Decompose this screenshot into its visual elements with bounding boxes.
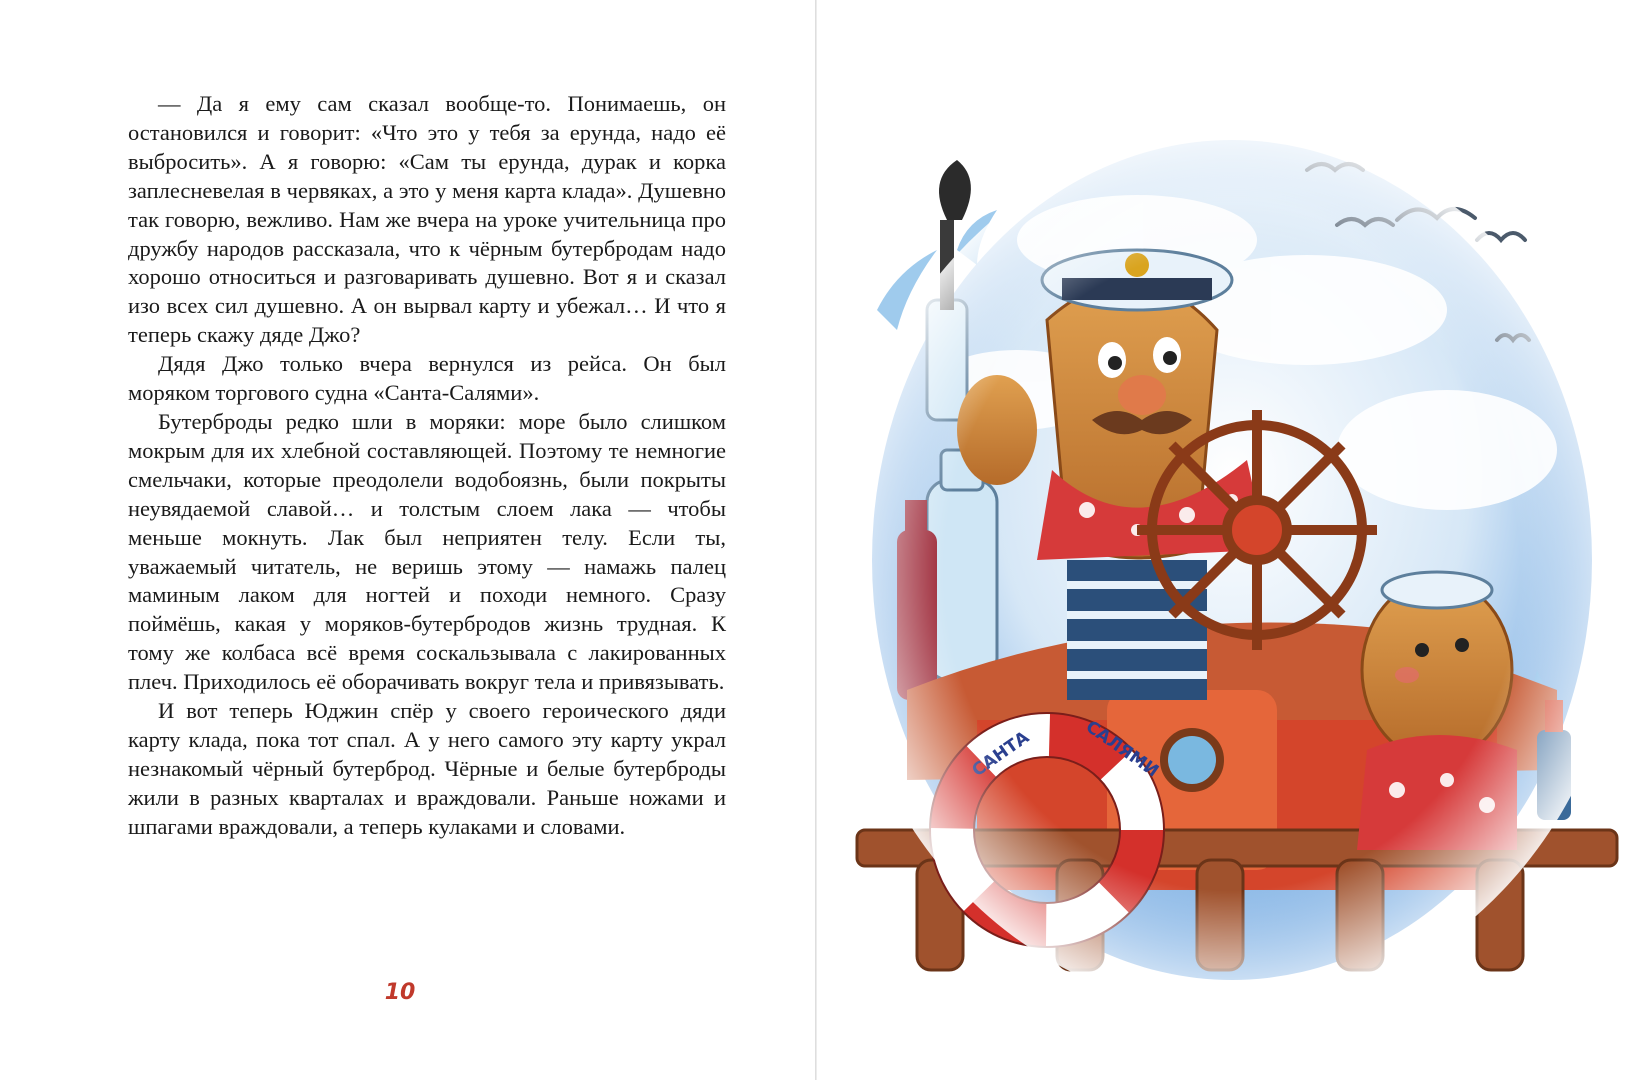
paragraph-1: — Да я ему сам сказал вообще-то. Понимаешь, он остановился и говорит: «Что это у тебя за ерунда, надо её выбросить». А я говорю: «Сам ты ерунда, дурак и корка заплесневелая в червяках, а это у меня карта клада». Душевно так говорю, вежливо. Нам же вчера на уроке учительница про дружбу народов рассказала, что к чёрным бутербродам надо хорошо относиться и разговаривать душевно. Вот я и сказал изо всех сил душевно. А он вырвал карту и убежал… И что я теперь скажу дяде Джо?	[128, 91, 726, 348]
paragraph-3: Бутерброды редко шли в моряки: море было слишком мокрым для их хлебной составляющей. Поэтому те немногие смельчаки, которые преодолели водобоязнь, были покрыты неувядаемой славой… и толстым слоем лака — чтобы меньше мокнуть. Лак был неприятен телу. Если ты, уважаемый читатель, не веришь этому — намажь палец маминым лаком для ногтей и походи немного. Сразу поймёшь, какая у моряков-бутербродов жизнь трудная. К тому же колбаса всё время соскальзывала с лакированных плеч. Приходилось её оборачивать вокруг тела и привязывать.	[128, 408, 726, 695]
vignette-edge	[837, 130, 1627, 1010]
paragraph-2: Дядя Джо только вчера вернулся из рейса. Он был моряком торгового судна «Санта-Салями».	[128, 351, 726, 406]
page-number: 10	[384, 980, 416, 1005]
sailor-sandwich-illustration	[837, 130, 1627, 1010]
paragraph-4: И вот теперь Юджин спёр у своего героического дяди карту клада, пока тот спал. А у него самого эту карту украл незнакомый чёрный бутерброд. Чёрные и белые бутерброды жили в разных кварталах и враждовали. Раньше ножами и шпагами враждовали, а теперь кулаками и словами.	[128, 698, 726, 839]
right-page	[817, 0, 1628, 1080]
body-text	[128, 90, 726, 842]
